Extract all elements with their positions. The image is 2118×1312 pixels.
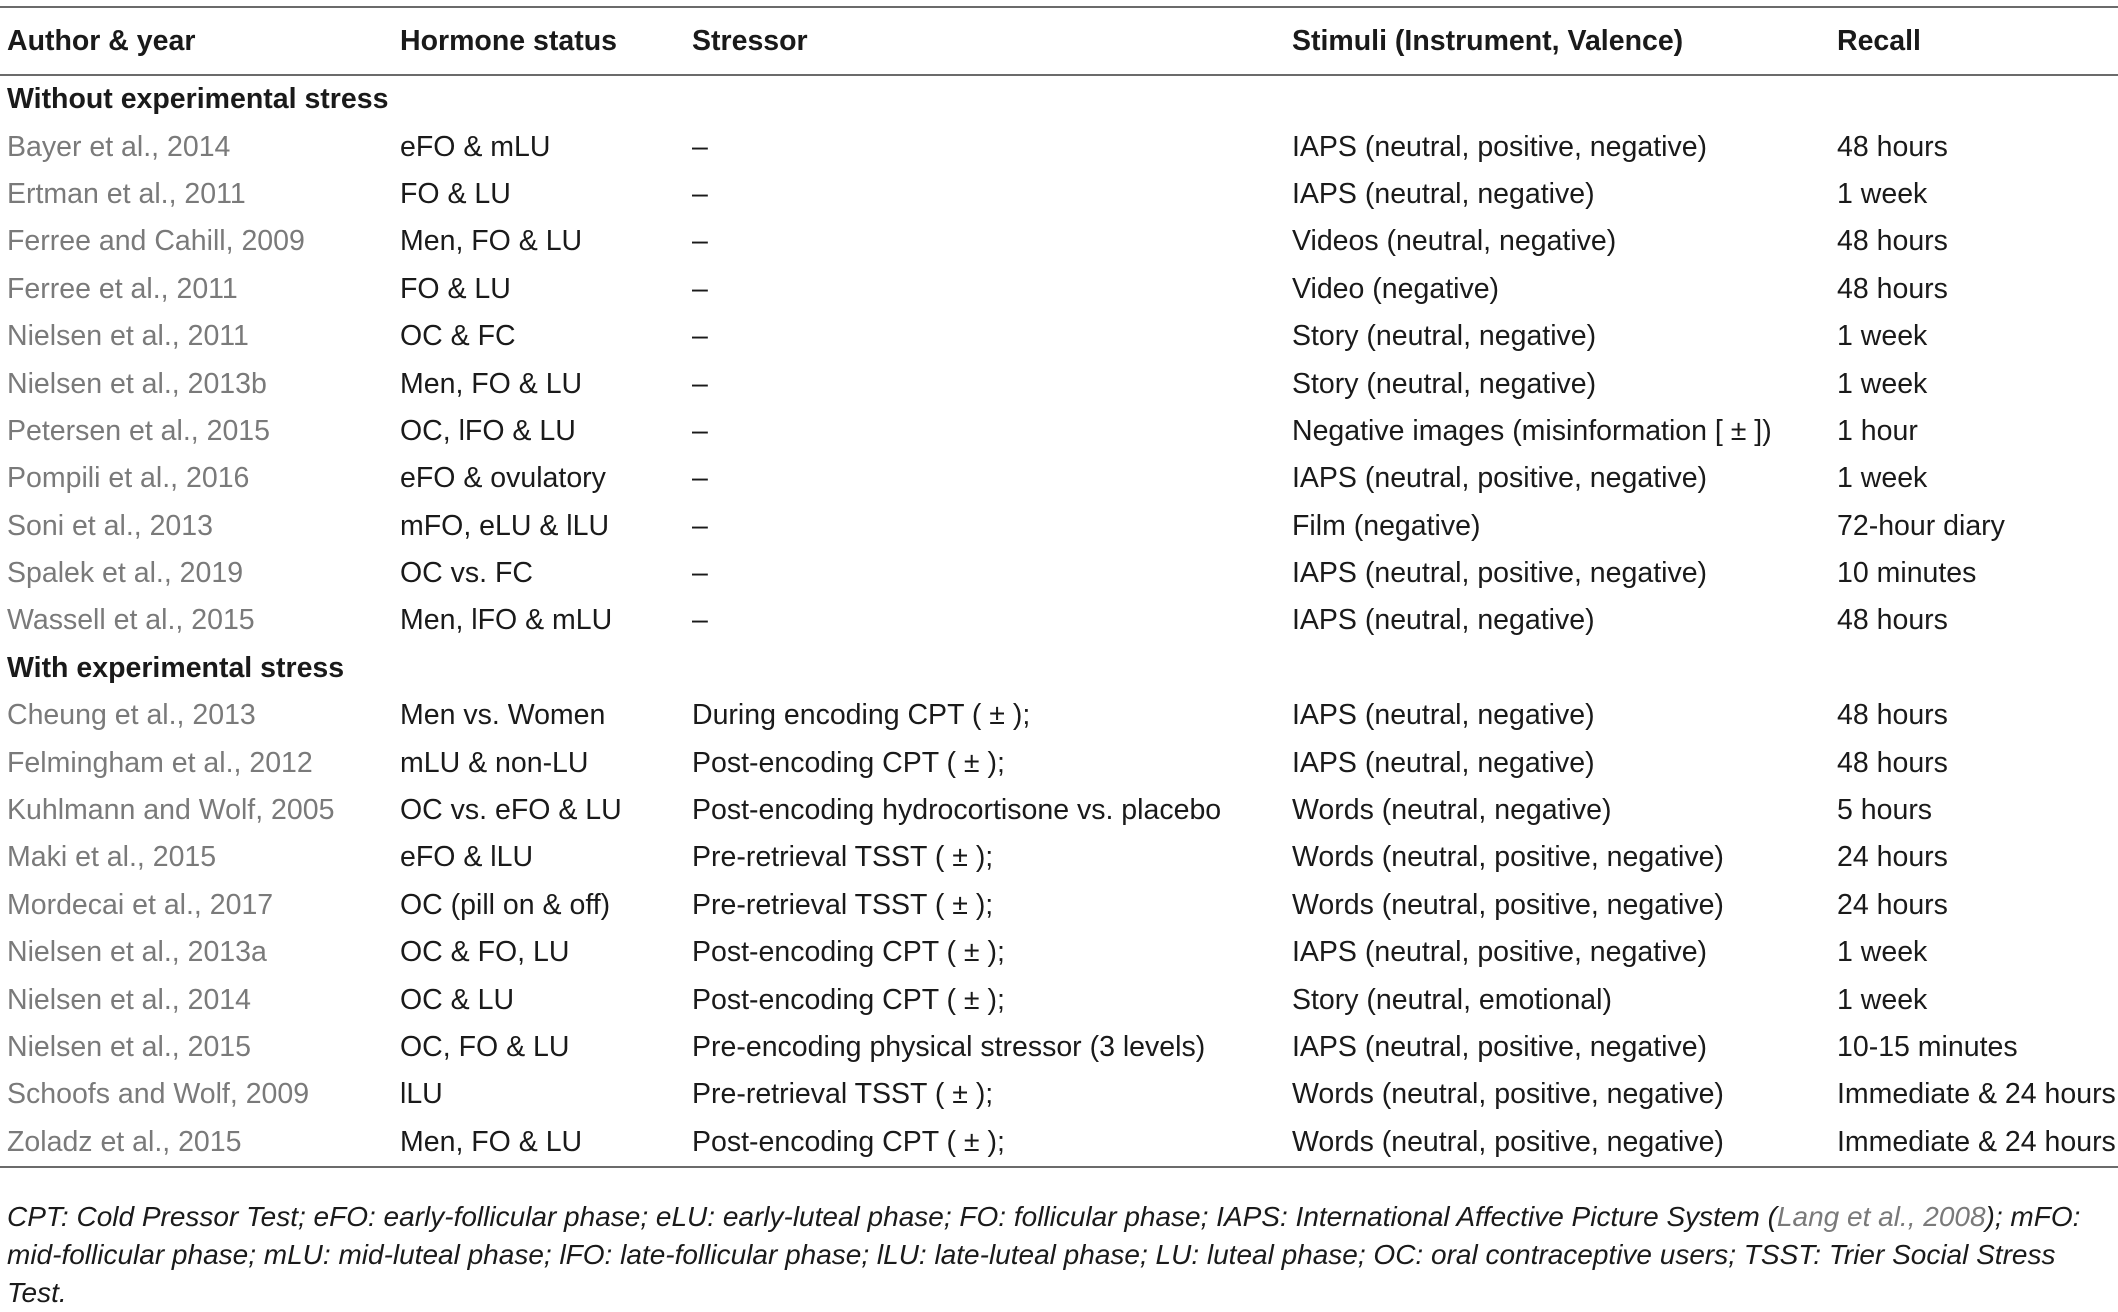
cell-recall: 10 minutes	[1837, 557, 1977, 590]
cell-recall: 1 week	[1837, 177, 1928, 210]
footnote-text-end: ); mFO: mid-follicular phase; mLU: mid-luteal phase; lFO: late-follicular phase; lLU: late-luteal phase; LU: luteal phase; OC: oral contraceptive users; TSST: Trier Social Stress Test.	[7, 1201, 2081, 1308]
cell-stimuli: Words (neutral, positive, negative)	[1292, 841, 1724, 874]
cell-stimuli: Video (negative)	[1292, 272, 1500, 305]
cell-hormone-status: Men, FO & LU	[400, 225, 583, 258]
table-row	[0, 171, 2118, 218]
cell-hormone-status: Men, FO & LU	[400, 1125, 583, 1158]
cell-hormone-status: OC & FC	[400, 320, 516, 353]
cell-hormone-status: OC, lFO & LU	[400, 414, 576, 447]
table-row	[0, 929, 2118, 976]
cell-stressor: Pre-retrieval TSST ( ± );	[692, 841, 994, 874]
cell-stimuli: Negative images (misinformation [ ± ])	[1292, 414, 1772, 447]
cell-hormone-status: mFO, eLU & lLU	[400, 509, 610, 542]
cell-hormone-status: OC, FO & LU	[400, 1031, 570, 1063]
cell-stimuli: Words (neutral, positive, negative)	[1292, 888, 1724, 921]
cell-author-year[interactable]: Petersen et al., 2015	[7, 414, 271, 447]
cell-stressor: –	[692, 272, 708, 305]
cell-recall: 1 week	[1837, 367, 1928, 400]
cell-stressor: –	[692, 320, 708, 353]
table-row	[0, 360, 2118, 407]
cell-hormone-status: lLU	[400, 1078, 443, 1111]
cell-recall: 24 hours	[1837, 888, 1948, 921]
section-row	[0, 75, 2118, 123]
cell-recall: 24 hours	[1837, 841, 1948, 874]
cell-hormone-status: OC vs. eFO & LU	[400, 794, 622, 827]
cell-author-year[interactable]: Felmingham et al., 2012	[7, 746, 313, 779]
cell-hormone-status: FO & LU	[400, 272, 511, 305]
table-row	[0, 834, 2118, 881]
cell-stressor: Post-encoding hydrocortisone vs. placebo	[692, 794, 1222, 827]
cell-stressor: –	[692, 130, 708, 163]
cell-hormone-status: FO & LU	[400, 177, 511, 210]
cell-stressor: Pre-retrieval TSST ( ± );	[692, 1078, 994, 1111]
cell-author-year[interactable]: Spalek et al., 2019	[7, 557, 244, 590]
table-row	[0, 787, 2118, 834]
table-body	[0, 75, 2118, 1167]
cell-recall: 1 hour	[1837, 414, 1918, 447]
cell-stressor: Post-encoding CPT ( ± );	[692, 983, 1005, 1016]
table-row	[0, 597, 2118, 644]
cell-author-year[interactable]: Wassell et al., 2015	[7, 604, 255, 637]
cell-hormone-status: eFO & lLU	[400, 841, 534, 874]
cell-author-year[interactable]: Nielsen et al., 2014	[7, 983, 251, 1016]
cell-stimuli: Story (neutral, negative)	[1292, 320, 1597, 353]
cell-hormone-status: Men, FO & LU	[400, 367, 583, 400]
cell-stimuli: Story (neutral, emotional)	[1292, 983, 1612, 1016]
cell-stimuli: IAPS (neutral, positive, negative)	[1292, 1031, 1708, 1063]
section-row	[0, 645, 2118, 692]
table-row	[0, 1119, 2118, 1167]
cell-stressor: –	[692, 557, 708, 590]
cell-stressor: –	[692, 225, 708, 258]
table-row	[0, 503, 2118, 550]
cell-author-year[interactable]: Nielsen et al., 2011	[7, 320, 249, 353]
cell-author-year[interactable]: Kuhlmann and Wolf, 2005	[7, 794, 335, 827]
cell-stimuli: Words (neutral, negative)	[1292, 794, 1612, 827]
footnote-text: CPT: Cold Pressor Test; eFO: early-follicular phase; eLU: early-luteal phase; FO: follicular phase; IAPS: International Affective Picture System (	[7, 1201, 1777, 1232]
cell-hormone-status: OC & FO, LU	[400, 936, 570, 969]
footnote-reference-link[interactable]: Lang et al., 2008	[1776, 1201, 1986, 1232]
cell-recall: 1 week	[1837, 462, 1928, 495]
cell-author-year[interactable]: Ferree et al., 2011	[7, 272, 238, 305]
cell-author-year[interactable]: Ertman et al., 2011	[7, 177, 246, 210]
cell-stimuli: IAPS (neutral, negative)	[1292, 604, 1595, 637]
cell-recall: 48 hours	[1837, 272, 1948, 305]
cell-stimuli: Film (negative)	[1292, 509, 1481, 542]
cell-stressor: –	[692, 462, 708, 495]
table-row	[0, 455, 2118, 502]
cell-author-year[interactable]: Bayer et al., 2014	[7, 130, 231, 163]
header-hormone-status: Hormone status	[400, 24, 617, 57]
cell-stimuli: IAPS (neutral, negative)	[1292, 177, 1595, 210]
table-row	[0, 266, 2118, 313]
cell-stimuli: IAPS (neutral, positive, negative)	[1292, 936, 1708, 969]
table-row	[0, 550, 2118, 597]
cell-author-year[interactable]: Mordecai et al., 2017	[7, 888, 274, 921]
cell-author-year[interactable]: Nielsen et al., 2013b	[7, 367, 267, 400]
cell-author-year[interactable]: Maki et al., 2015	[7, 841, 217, 874]
cell-stimuli: IAPS (neutral, positive, negative)	[1292, 557, 1708, 590]
cell-recall: Immediate & 24 hours	[1837, 1078, 2116, 1111]
cell-hormone-status: eFO & ovulatory	[400, 462, 606, 495]
cell-recall: 48 hours	[1837, 604, 1948, 637]
cell-stimuli: Story (neutral, negative)	[1292, 367, 1597, 400]
cell-hormone-status: Men vs. Women	[400, 699, 606, 732]
cell-stressor: –	[692, 604, 708, 637]
cell-author-year[interactable]: Nielsen et al., 2015	[7, 1031, 251, 1063]
header-author-year: Author & year	[7, 24, 196, 57]
cell-author-year[interactable]: Pompili et al., 2016	[7, 462, 250, 495]
cell-stimuli: IAPS (neutral, positive, negative)	[1292, 130, 1708, 163]
cell-author-year[interactable]: Zoladz et al., 2015	[7, 1125, 242, 1158]
table-row	[0, 123, 2118, 170]
header-stressor: Stressor	[692, 24, 808, 57]
header-stimuli: Stimuli (Instrument, Valence)	[1292, 24, 1684, 57]
cell-hormone-status: OC & LU	[400, 983, 515, 1016]
cell-hormone-status: mLU & non-LU	[400, 746, 589, 779]
table-footnote	[7, 1198, 2115, 1312]
cell-stressor: Post-encoding CPT ( ± );	[692, 1125, 1005, 1158]
cell-stressor: –	[692, 414, 708, 447]
table-row	[0, 313, 2118, 360]
cell-author-year[interactable]: Ferree and Cahill, 2009	[7, 225, 305, 258]
cell-stressor: Post-encoding CPT ( ± );	[692, 936, 1005, 969]
cell-hormone-status: eFO & mLU	[400, 130, 551, 163]
cell-recall: 48 hours	[1837, 130, 1948, 163]
table-row	[0, 976, 2118, 1023]
table-row	[0, 1071, 2118, 1118]
cell-author-year[interactable]: Cheung et al., 2013	[7, 699, 256, 732]
cell-recall: 1 week	[1837, 320, 1928, 353]
cell-recall: Immediate & 24 hours	[1837, 1125, 2116, 1158]
table-row	[0, 218, 2118, 265]
cell-recall: 48 hours	[1837, 225, 1948, 258]
cell-stressor: During encoding CPT ( ± );	[692, 699, 1031, 732]
cell-hormone-status: OC vs. FC	[400, 557, 533, 590]
cell-stimuli: Videos (neutral, negative)	[1292, 225, 1617, 258]
table-row	[0, 408, 2118, 455]
cell-recall: 1 week	[1837, 936, 1928, 969]
cell-recall: 48 hours	[1837, 746, 1948, 779]
header-row	[0, 7, 2118, 75]
section-title: With experimental stress	[7, 651, 345, 684]
cell-author-year[interactable]: Schoofs and Wolf, 2009	[7, 1078, 310, 1111]
cell-stressor: –	[692, 367, 708, 400]
cell-stressor: –	[692, 509, 708, 542]
table-row	[0, 882, 2118, 929]
cell-author-year[interactable]: Nielsen et al., 2013a	[7, 936, 267, 969]
cell-recall: 5 hours	[1837, 794, 1933, 827]
cell-recall: 48 hours	[1837, 699, 1948, 732]
cell-stimuli: IAPS (neutral, positive, negative)	[1292, 462, 1708, 495]
table-row	[0, 1024, 2118, 1071]
cell-stimuli: Words (neutral, positive, negative)	[1292, 1125, 1724, 1158]
cell-recall: 1 week	[1837, 983, 1928, 1016]
table-row	[0, 692, 2118, 739]
section-title: Without experimental stress	[7, 83, 389, 116]
cell-hormone-status: OC (pill on & off)	[400, 888, 611, 921]
cell-stressor: Pre-retrieval TSST ( ± );	[692, 888, 994, 921]
header-recall: Recall	[1837, 24, 1921, 57]
cell-recall: 10-15 minutes	[1837, 1031, 2018, 1063]
cell-stimuli: IAPS (neutral, negative)	[1292, 699, 1595, 732]
cell-author-year[interactable]: Soni et al., 2013	[7, 509, 213, 542]
cell-stressor: Pre-encoding physical stressor (3 levels)	[692, 1031, 1206, 1063]
cell-stimuli: IAPS (neutral, negative)	[1292, 746, 1595, 779]
cell-hormone-status: Men, lFO & mLU	[400, 604, 613, 637]
cell-recall: 72-hour diary	[1837, 509, 2005, 542]
studies-table	[0, 6, 2118, 1168]
table-row	[0, 739, 2118, 786]
cell-stimuli: Words (neutral, positive, negative)	[1292, 1078, 1724, 1111]
cell-stressor: Post-encoding CPT ( ± );	[692, 746, 1005, 779]
cell-stressor: –	[692, 177, 708, 210]
